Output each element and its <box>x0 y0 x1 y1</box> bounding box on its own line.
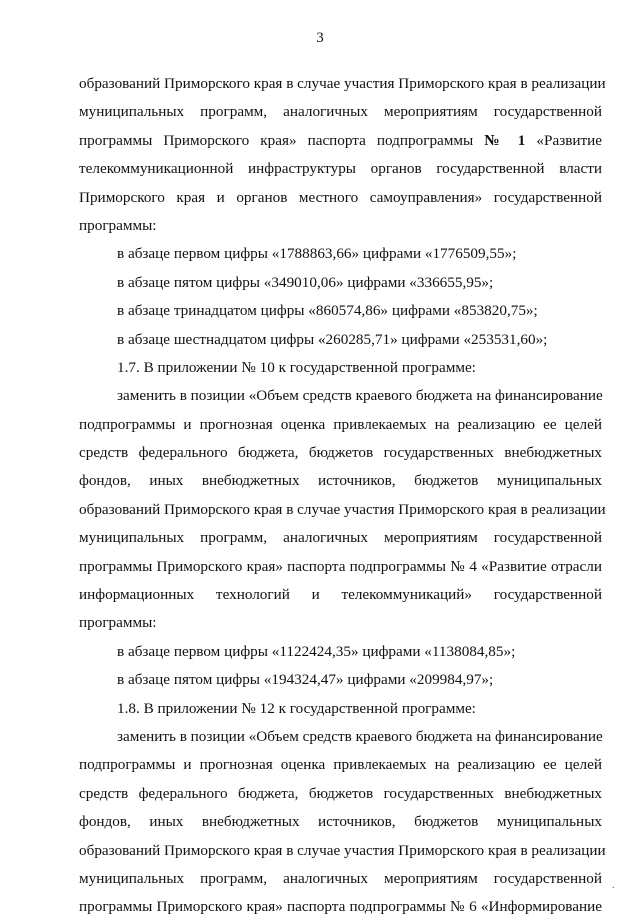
text-line-content: программы Приморского края» паспорта подпрограммы <box>79 131 485 149</box>
text-line-content: 1.8. В приложении № 12 к государственной программе: <box>117 699 476 717</box>
text-line <box>79 893 602 921</box>
text-line-content: в абзаце тринадцатом цифры «860574,86» цифрами «853820,75»; <box>117 302 538 320</box>
text-line <box>79 411 602 439</box>
text-line <box>79 524 602 552</box>
document-body <box>79 70 606 922</box>
text-line-content: средств федерального бюджета, бюджетов государственных внебюджетных <box>79 444 602 462</box>
text-line <box>79 609 602 637</box>
corner-mark: . <box>612 880 615 891</box>
subprogram-number: № 1 <box>484 131 526 149</box>
text-line <box>79 496 606 524</box>
text-line-content: средств федерального бюджета, бюджетов государственных внебюджетных <box>79 784 602 802</box>
text-line <box>79 553 602 581</box>
text-line <box>79 382 602 410</box>
text-line <box>79 212 602 240</box>
text-line <box>79 638 602 666</box>
text-line-content: образований Приморского края в случае участия Приморского края в реализации <box>79 841 606 859</box>
text-line <box>79 581 602 609</box>
text-line-content: в абзаце первом цифры «1788863,66» цифрами «1776509,55»; <box>117 245 517 263</box>
text-line-content: программы: <box>79 614 157 632</box>
text-line <box>79 723 602 751</box>
text-line-tail: «Развитие <box>525 131 602 149</box>
text-line <box>79 240 602 268</box>
text-line <box>79 695 602 723</box>
text-line-content: 1.7. В приложении № 10 к государственной программе: <box>117 358 476 376</box>
text-line-content: телекоммуникационной инфраструктуры органов государственной власти <box>79 160 602 178</box>
text-line <box>79 751 602 779</box>
text-line-content: муниципальных программ, аналогичных мероприятиям государственной <box>79 103 602 121</box>
text-line <box>79 837 606 865</box>
text-line-content: программы Приморского края» паспорта подпрограммы № 4 «Развитие отрасли <box>79 557 602 575</box>
text-line <box>79 297 602 325</box>
text-line-content: фондов, иных внебюджетных источников, бюджетов муниципальных <box>79 813 602 831</box>
text-line <box>79 155 602 183</box>
text-line-content: муниципальных программ, аналогичных мероприятиям государственной <box>79 869 602 887</box>
text-line-content: образований Приморского края в случае участия Приморского края в реализации <box>79 75 606 92</box>
text-line <box>79 184 602 212</box>
text-line-content: муниципальных программ, аналогичных мероприятиям государственной <box>79 529 602 547</box>
text-line-content: образований Приморского края в случае участия Приморского края в реализации <box>79 500 606 518</box>
text-line-content: программы: <box>79 216 157 234</box>
text-line-content: заменить в позиции «Объем средств краевого бюджета на финансирование <box>117 387 603 405</box>
text-line <box>79 780 602 808</box>
text-line-content: фондов, иных внебюджетных источников, бюджетов муниципальных <box>79 472 602 490</box>
text-line <box>79 666 602 694</box>
text-line-content: информационных технологий и телекоммуникаций» государственной <box>79 586 602 604</box>
text-line <box>79 808 602 836</box>
text-line-content: в абзаце пятом цифры «349010,06» цифрами «336655,95»; <box>117 273 494 291</box>
text-line-content: подпрограммы и прогнозная оценка привлекаемых на реализацию ее целей <box>79 415 602 433</box>
text-line <box>79 269 602 297</box>
text-line-content: Приморского края и органов местного самоуправления» государственной <box>79 188 602 206</box>
text-line-content: в абзаце пятом цифры «194324,47» цифрами «209984,97»; <box>117 671 494 689</box>
text-line <box>79 467 602 495</box>
text-line <box>79 326 602 354</box>
text-line <box>79 98 602 126</box>
text-line-content: подпрограммы и прогнозная оценка привлекаемых на реализацию ее целей <box>79 756 602 774</box>
text-line <box>79 127 602 155</box>
text-line-content: в абзаце шестнадцатом цифры «260285,71» цифрами «253531,60»; <box>117 330 548 348</box>
text-line <box>79 439 602 467</box>
page-number: 3 <box>316 30 324 46</box>
text-line-content: программы Приморского края» паспорта подпрограммы № 6 «Информирование <box>79 898 602 916</box>
text-line <box>79 865 602 893</box>
text-line <box>79 70 606 98</box>
text-line-content: заменить в позиции «Объем средств краевого бюджета на финансирование <box>117 727 603 745</box>
text-line <box>79 354 602 382</box>
text-line-content: в абзаце первом цифры «1122424,35» цифрами «1138084,85»; <box>117 642 516 660</box>
